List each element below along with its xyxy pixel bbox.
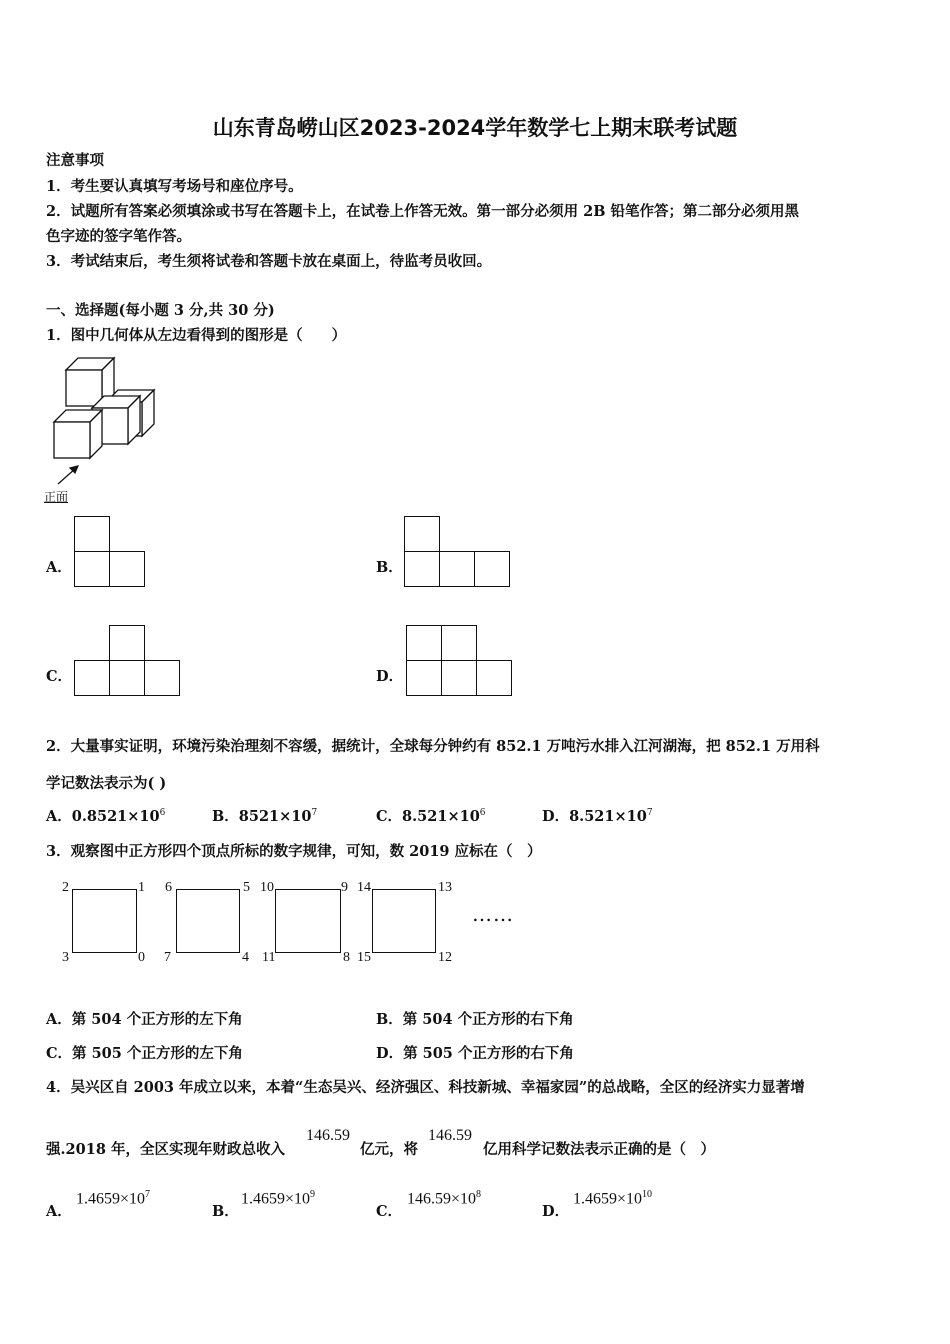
q4-value-1: 146.59 [306, 1127, 350, 1144]
question-3-stem: 3．观察图中正方形四个顶点所标的数字规律，可知，数 2019 应标在（ ） [46, 843, 542, 860]
notice-item: 1．考生要认真填写考场号和座位序号。 [46, 178, 303, 195]
option-a-label[interactable]: A． [46, 559, 72, 576]
question-2-stem: 2．大量事实证明，环境污染治理刻不容缓，据统计，全球每分钟约有 852.1 万吨污水排入江河湖海，把 852.1 万用科 [46, 738, 820, 755]
q4-value-2: 146.59 [428, 1127, 472, 1144]
front-label: 正面 [44, 490, 69, 504]
notice-item: 3．考试结束后，考生须将试卷和答题卡放在桌面上，待监考员收回。 [46, 253, 492, 270]
notice-item: 色字迹的签字笔作答。 [46, 228, 191, 245]
question-4-stem-b: 亿元，将 [360, 1141, 418, 1158]
q3-option-b[interactable]: B．第 504 个正方形的右下角 [376, 1011, 574, 1028]
q3-option-a[interactable]: A．第 504 个正方形的左下角 [46, 1011, 243, 1028]
q3-ellipsis: …… [472, 902, 514, 926]
q3-option-d[interactable]: D．第 505 个正方形的右下角 [376, 1045, 574, 1062]
page-title: 山东青岛崂山区2023-2024学年数学七上期末联考试题 [212, 116, 738, 140]
q1-solid-figure [44, 356, 174, 504]
q3-option-c[interactable]: C．第 505 个正方形的左下角 [46, 1045, 243, 1062]
question-4-stem-c: 亿用科学记数法表示正确的是（ ） [483, 1141, 715, 1158]
option-c-label[interactable]: C． [46, 668, 73, 685]
section-heading: 一、选择题(每小题 3 分,共 30 分) [46, 302, 275, 319]
q2-option-d[interactable]: D．$8.521\times 10^7$ [542, 808, 653, 825]
question-4-stem: 4．吴兴区自 2003 年成立以来，本着“生态吴兴、经济强区、科技新城、幸福家园”的总战略，全区的经济实力显著增 [46, 1079, 805, 1096]
option-b-label[interactable]: B． [376, 559, 403, 576]
notice-heading: 注意事项 [46, 152, 104, 169]
question-2-stem-cont: 学记数法表示为( ) [46, 775, 167, 792]
question-1-stem: 1．图中几何体从左边看得到的图形是（ ） [46, 327, 347, 344]
notice-item: 2．试题所有答案必须填涂或书写在答题卡上，在试卷上作答无效。第一部分必须用 2B 铅笔作答；第二部分必须用黑 [46, 203, 800, 220]
option-d-label[interactable]: D． [376, 668, 404, 685]
q2-option-b[interactable]: B．$8521\times 10^7$ [212, 808, 318, 825]
question-4-stem-a: 强.2018 年，全区实现年财政总收入 [46, 1141, 285, 1158]
q2-option-a[interactable]: A．$0.8521\times 10^6$ [46, 808, 166, 825]
q2-option-c[interactable]: C．$8.521\times 10^6$ [376, 808, 486, 825]
